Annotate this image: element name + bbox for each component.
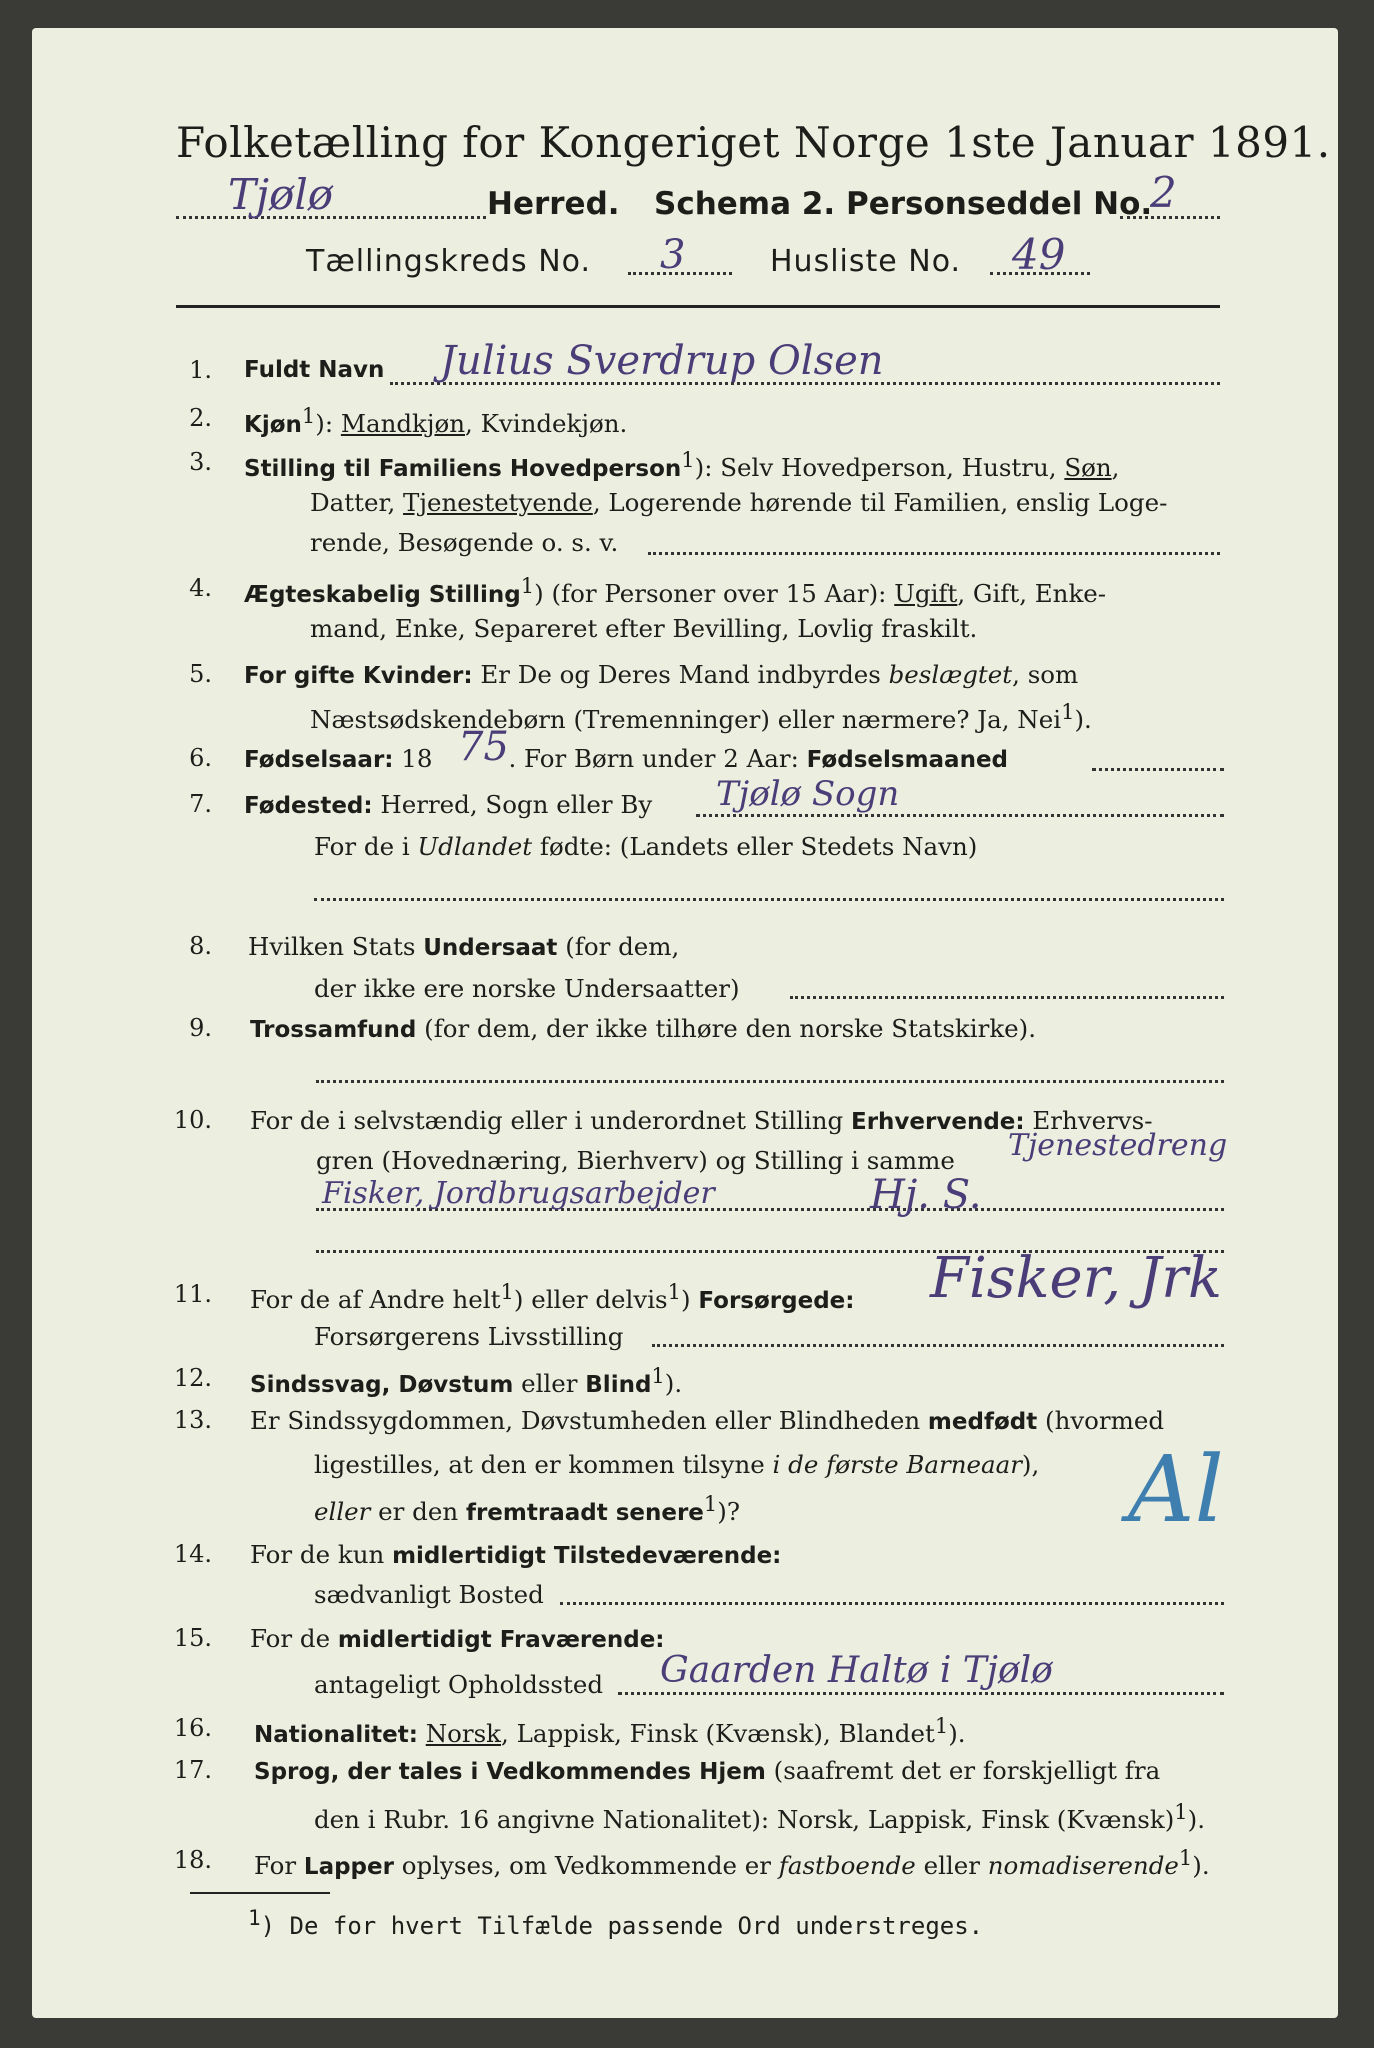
personseddel-value: 2 bbox=[1150, 168, 1177, 217]
item-9-number: 9. bbox=[189, 1014, 212, 1042]
item-12-label-2: Blind bbox=[585, 1372, 652, 1399]
item-5-number: 5. bbox=[189, 660, 212, 688]
item-6-field-line bbox=[1092, 768, 1224, 771]
item-13-text-a: Er Sindssygdommen, Døvstumheden eller Blindheden bbox=[250, 1406, 928, 1435]
item-8-label: Undersaat bbox=[423, 935, 558, 961]
item-11-number: 11. bbox=[173, 1280, 212, 1308]
item-8-number: 8. bbox=[189, 932, 212, 960]
item-12-number: 12. bbox=[173, 1364, 212, 1392]
schema-label: Schema 2. bbox=[654, 186, 836, 222]
item-10-text-a: For de i selvstændig eller i underordnet Stilling bbox=[250, 1106, 851, 1135]
item-3-line-2 bbox=[310, 488, 1167, 517]
item-3-option-son: Søn bbox=[1064, 453, 1112, 483]
item-1-label: Fuldt Navn bbox=[244, 357, 385, 383]
item-14-number: 14. bbox=[173, 1540, 212, 1568]
item-14-text: For de kun bbox=[250, 1540, 393, 1569]
item-8-text-b: (for dem, bbox=[557, 932, 680, 961]
item-6-text: . For Børn under 2 Aar: bbox=[508, 744, 807, 773]
item-16-number: 16. bbox=[173, 1714, 212, 1742]
item-13-label: medfødt bbox=[927, 1409, 1038, 1435]
item-11-provider-value: Fisker, Jrk bbox=[930, 1246, 1222, 1311]
item-11-field-line bbox=[652, 1344, 1224, 1347]
item-11-text-a: For de af Andre helt bbox=[250, 1285, 501, 1315]
item-6-year-prefix: 18 bbox=[393, 744, 433, 773]
item-3-line-3: rende, Besøgende o. s. v. bbox=[310, 528, 619, 557]
item-1-number: 1. bbox=[189, 356, 212, 384]
item-12-line bbox=[250, 1364, 682, 1398]
item-14-line-2: sædvanligt Bosted bbox=[314, 1580, 544, 1609]
item-3-option-tjenestetyende: Tjenestetyende bbox=[403, 488, 593, 517]
item-17-text-2: den i Rubr. 16 angivne Nationalitet): Norsk, Lappisk, Finsk (Kvænsk) bbox=[314, 1805, 1175, 1835]
item-7-line-1 bbox=[244, 790, 652, 819]
item-17-line-1 bbox=[254, 1756, 1160, 1785]
item-15-residence-value: Gaarden Haltø i Tjølø bbox=[660, 1650, 1053, 1691]
item-2-label: Kjøn bbox=[244, 412, 302, 439]
item-7-field-line bbox=[696, 814, 1224, 817]
form-title: Folketælling for Kongeriget Norge 1ste Januar 1891. bbox=[176, 118, 1331, 167]
item-10-occupation-value-1: Tjenestedreng bbox=[1008, 1128, 1228, 1163]
item-17-label: Sprog, der tales i Vedkommendes Hjem bbox=[254, 1759, 766, 1785]
item-10-number: 10. bbox=[173, 1106, 212, 1134]
item-16-footnote-mark: 1 bbox=[934, 1714, 949, 1738]
item-18-number: 18. bbox=[173, 1846, 212, 1874]
item-10-line-2: gren (Hovednæring, Bierhverv) og Stilling i samme bbox=[316, 1146, 955, 1175]
item-5-beslaegtet: beslægtet bbox=[888, 660, 1013, 689]
item-11-footnote-mark-2: 1 bbox=[667, 1280, 682, 1304]
item-3-field-line bbox=[648, 552, 1220, 555]
item-15-number: 15. bbox=[173, 1624, 212, 1652]
herred-value: Tjølø bbox=[228, 170, 334, 219]
item-13-label-2: fremtraadt senere bbox=[465, 1500, 704, 1527]
item-3-option-datter: Datter, bbox=[310, 488, 404, 517]
item-2-footnote-mark: 1 bbox=[301, 404, 316, 428]
item-5-line-1 bbox=[244, 660, 1078, 689]
item-6-line bbox=[244, 744, 1008, 773]
item-13-number: 13. bbox=[173, 1406, 212, 1434]
item-13-text-d: ), bbox=[1021, 1450, 1040, 1479]
item-5-label: For gifte Kvinder: bbox=[244, 663, 473, 689]
item-17-line-2 bbox=[314, 1800, 1205, 1834]
item-5-footnote-mark: 1 bbox=[1061, 700, 1075, 724]
item-2-number: 2. bbox=[189, 404, 212, 432]
item-18-text-a: For bbox=[254, 1851, 304, 1881]
item-2-line bbox=[244, 404, 627, 438]
taellingskreds-value: 3 bbox=[660, 232, 686, 278]
item-16-option-norsk: Norsk bbox=[425, 1719, 502, 1749]
footnote-text: ) De for hvert Tilfælde passende Ord understreges. bbox=[260, 1912, 984, 1940]
item-16-end: ). bbox=[948, 1719, 966, 1749]
item-13-end: )? bbox=[717, 1497, 740, 1527]
item-11-text-c: ) bbox=[681, 1285, 699, 1315]
item-5-text-b: , som bbox=[1012, 660, 1079, 689]
item-18-footnote-mark: 1 bbox=[1178, 1846, 1193, 1870]
item-3-options-a: ): Selv Hovedperson, Hustru, bbox=[694, 453, 1065, 483]
item-9-text: (for dem, der ikke tilhøre den norske Statskirke). bbox=[416, 1014, 1037, 1043]
herred-label: Herred. bbox=[487, 186, 620, 222]
item-17-text: (saafremt det er forskjelligt fra bbox=[765, 1756, 1161, 1785]
item-18-label: Lapper bbox=[303, 1854, 394, 1881]
item-18-text-c: eller bbox=[915, 1851, 988, 1881]
item-13-line-1 bbox=[250, 1406, 1164, 1435]
item-13-eller: eller bbox=[314, 1497, 371, 1527]
item-7-number: 7. bbox=[189, 790, 212, 818]
item-7-line-2 bbox=[314, 832, 977, 861]
item-17-end: ). bbox=[1187, 1805, 1205, 1835]
item-12-end: ). bbox=[664, 1369, 683, 1399]
item-13-text-b: (hvormed bbox=[1037, 1406, 1165, 1435]
item-18-line bbox=[254, 1846, 1210, 1880]
item-13-line-3 bbox=[314, 1492, 740, 1526]
item-3-number: 3. bbox=[189, 448, 212, 476]
header-rule bbox=[176, 305, 1220, 308]
item-7-birthplace-value: Tjølø Sogn bbox=[716, 774, 900, 814]
item-9-line bbox=[250, 1014, 1036, 1043]
item-6-number: 6. bbox=[189, 744, 212, 772]
item-6-label-2: Fødselsmaaned bbox=[806, 747, 1009, 773]
item-14-label: midlertidigt Tilstedeværende: bbox=[392, 1543, 782, 1569]
margin-mark-al: Al bbox=[1128, 1436, 1224, 1543]
item-16-space bbox=[418, 1719, 426, 1748]
item-4-footnote-mark: 1 bbox=[520, 574, 535, 598]
item-16-label: Nationalitet: bbox=[254, 1722, 418, 1749]
husliste-label: Husliste No. bbox=[770, 244, 962, 279]
item-13-line-2 bbox=[314, 1450, 1039, 1479]
item-4-number: 4. bbox=[189, 574, 212, 602]
item-8-line-2: der ikke ere norske Undersaatter) bbox=[314, 974, 740, 1003]
item-3-options-b: , Logerende hørende til Familien, enslig Loge- bbox=[592, 488, 1168, 517]
item-7-text: Herred, Sogn eller By bbox=[372, 790, 653, 819]
item-7-udlandet: Udlandet bbox=[417, 832, 533, 861]
item-4-option-ugift: Ugift bbox=[894, 579, 958, 609]
item-7-text-b: fødte: (Landets eller Stedets Navn) bbox=[532, 832, 978, 861]
item-3-comma: , bbox=[1111, 453, 1120, 483]
item-18-text-b: oplyses, om Vedkommende er bbox=[393, 1851, 779, 1881]
item-15-text: For de bbox=[250, 1624, 338, 1653]
item-5-line-2 bbox=[310, 700, 1092, 734]
item-13-text-c: ligestilles, at den er kommen tilsyne bbox=[314, 1450, 773, 1479]
personseddel-label: Personseddel No. bbox=[846, 186, 1153, 222]
item-9-field-line bbox=[316, 1080, 1224, 1083]
footnote bbox=[248, 1906, 983, 1940]
item-18-nomadiserende: nomadiserende bbox=[987, 1851, 1179, 1881]
item-14-line-1 bbox=[250, 1540, 781, 1569]
item-11-footnote-mark-1: 1 bbox=[500, 1280, 514, 1304]
item-15-line-2: antageligt Opholdssted bbox=[314, 1670, 603, 1699]
item-15-line-1 bbox=[250, 1624, 665, 1653]
item-3-label: Stilling til Familiens Hovedperson bbox=[244, 456, 682, 483]
item-12-footnote-mark: 1 bbox=[651, 1364, 665, 1388]
item-17-number: 17. bbox=[173, 1756, 212, 1784]
item-16-line bbox=[254, 1714, 966, 1748]
item-2-option-mandkjon: Mandkjøn bbox=[340, 409, 466, 439]
item-18-end: ). bbox=[1192, 1851, 1210, 1881]
item-5-end: ). bbox=[1074, 705, 1092, 735]
item-11-text-b: ) eller delvis bbox=[513, 1285, 668, 1315]
footnote-mark: 1 bbox=[248, 1906, 261, 1930]
item-3-footnote-mark: 1 bbox=[681, 448, 695, 472]
item-15-label: midlertidigt Fraværende: bbox=[337, 1627, 665, 1653]
item-2-option-kvindekjon: , Kvindekjøn. bbox=[465, 409, 628, 439]
item-11-line-2: Forsørgerens Livsstilling bbox=[314, 1322, 624, 1351]
husliste-value: 49 bbox=[1012, 230, 1066, 279]
item-10-occupation-value-2: Fisker, Jordbrugsarbejder bbox=[322, 1176, 715, 1211]
item-13-barneaar: i de første Barneaar bbox=[772, 1450, 1022, 1479]
item-4-text-a: ) (for Personer over 15 Aar): bbox=[534, 579, 895, 609]
item-15-field-line bbox=[618, 1692, 1224, 1695]
item-9-label: Trossamfund bbox=[250, 1017, 417, 1043]
item-7-text-a: For de i bbox=[314, 832, 418, 861]
item-10-label: Erhvervende: bbox=[851, 1109, 1025, 1135]
item-4-line-1 bbox=[244, 574, 1106, 608]
item-12-text: eller bbox=[513, 1369, 586, 1399]
item-18-fastboende: fastboende bbox=[778, 1851, 916, 1881]
item-1-name-value: Julius Sverdrup Olsen bbox=[440, 338, 884, 384]
item-2-separator: ): bbox=[315, 409, 341, 439]
item-4-line-2: mand, Enke, Separeret efter Bevilling, Lovlig fraskilt. bbox=[310, 614, 978, 643]
footnote-rule bbox=[190, 1892, 330, 1894]
item-10-text-b: Erhvervs- bbox=[1024, 1106, 1153, 1135]
item-13-text-e: er den bbox=[370, 1497, 466, 1527]
item-14-field-line bbox=[560, 1602, 1224, 1605]
item-3-line-1 bbox=[244, 448, 1119, 482]
item-12-label-1: Sindssvag, Døvstum bbox=[250, 1372, 514, 1399]
item-6-year-value: 75 bbox=[458, 724, 509, 770]
item-5-text-a: Er De og Deres Mand indbyrdes bbox=[472, 660, 889, 689]
item-7-label: Fødested: bbox=[244, 793, 373, 819]
item-10-occupation-mark: Hj. S. bbox=[870, 1172, 982, 1218]
item-8-line-1 bbox=[248, 932, 679, 961]
item-16-options: , Lappisk, Finsk (Kvænsk), Blandet bbox=[501, 1719, 935, 1749]
item-17-footnote-mark: 1 bbox=[1174, 1800, 1188, 1824]
taellingskreds-label: Tællingskreds No. bbox=[306, 244, 591, 279]
item-13-footnote-mark: 1 bbox=[703, 1492, 718, 1516]
item-8-text-a: Hvilken Stats bbox=[248, 932, 424, 961]
item-6-label: Fødselsaar: bbox=[244, 747, 394, 773]
item-8-field-line bbox=[790, 996, 1224, 999]
item-7-foreign-line bbox=[314, 898, 1224, 901]
item-4-label: Ægteskabelig Stilling bbox=[244, 582, 521, 609]
item-11-line-1 bbox=[250, 1280, 854, 1314]
item-11-label: Forsørgede: bbox=[698, 1288, 855, 1315]
item-4-text-b: , Gift, Enke- bbox=[957, 579, 1107, 609]
item-5-question: Næstsødskendebørn (Tremenninger) eller nærmere? Ja, Nei bbox=[310, 705, 1062, 735]
